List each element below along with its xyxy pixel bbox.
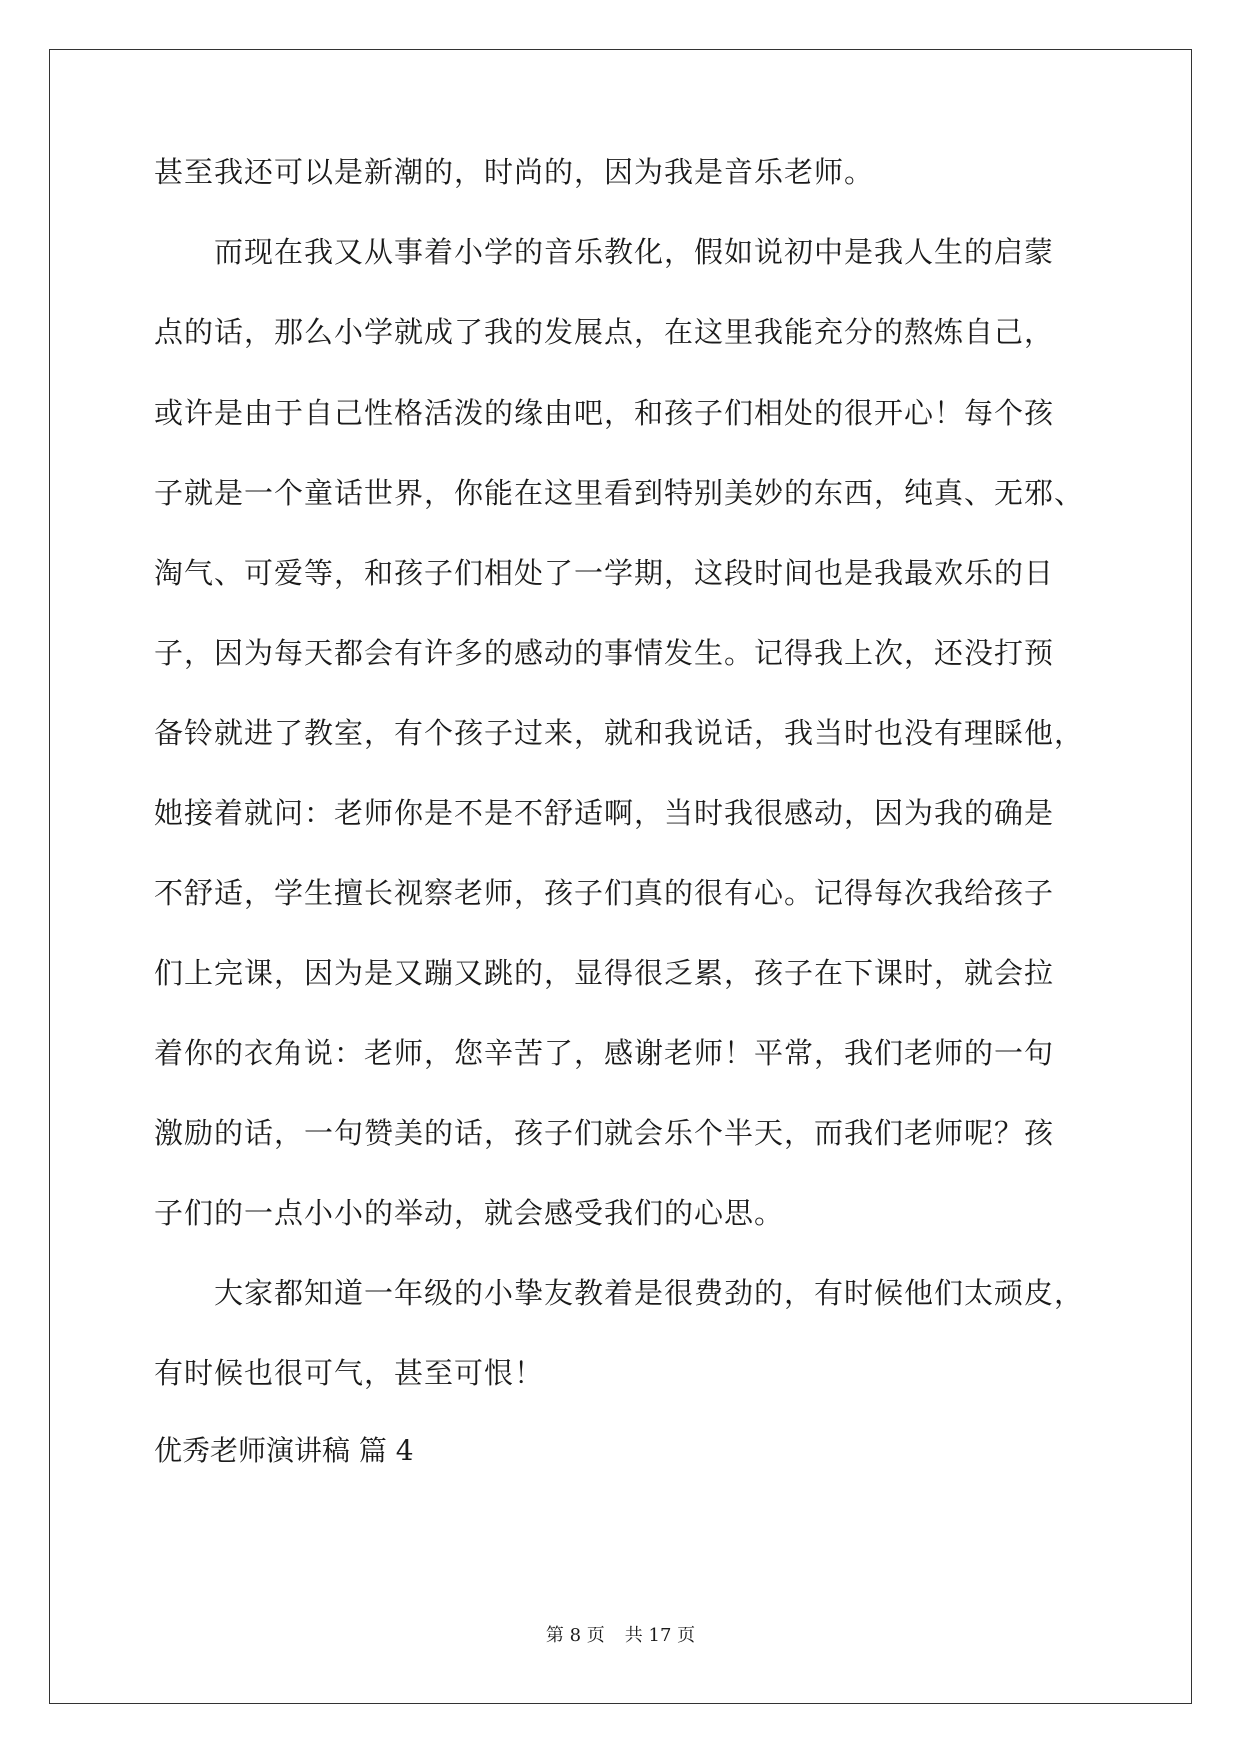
section-heading: 优秀老师演讲稿 篇 4 — [154, 1434, 414, 1467]
paragraph-line: 有时候也很可气，甚至可恨！ — [154, 1356, 545, 1390]
paragraph-line: 们上完课，因为是又蹦又跳的，显得很乏累，孩子在下课时，就会拉 — [154, 956, 1055, 990]
paragraph-line: 子们的一点小小的举动，就会感受我们的心思。 — [154, 1196, 785, 1230]
paragraph-line: 不舒适，学生擅长视察老师，孩子们真的很有心。记得每次我给孩子 — [154, 876, 1055, 910]
paragraph-line: 激励的话，一句赞美的话，孩子们就会乐个半天，而我们老师呢？孩 — [154, 1116, 1055, 1150]
paragraph-line: 淘气、可爱等，和孩子们相处了一学期，这段时间也是我最欢乐的日 — [154, 556, 1055, 590]
page-total: 共 17 页 — [624, 1625, 696, 1646]
paragraph-line: 子，因为每天都会有许多的感动的事情发生。记得我上次，还没打预 — [154, 636, 1055, 670]
paragraph-line: 她接着就问：老师你是不是不舒适啊，当时我很感动，因为我的确是 — [154, 796, 1055, 830]
paragraph-line: 而现在我又从事着小学的音乐教化，假如说初中是我人生的启蒙 — [154, 235, 1055, 269]
page-footer — [0, 1624, 1241, 1648]
paragraph-line: 甚至我还可以是新潮的，时尚的，因为我是音乐老师。 — [154, 155, 875, 189]
paragraph-line: 子就是一个童话世界，你能在这里看到特别美妙的东西，纯真、无邪、 — [154, 476, 1085, 510]
paragraph-line: 大家都知道一年级的小挚友教着是很费劲的，有时候他们太顽皮， — [154, 1276, 1085, 1310]
paragraph-line: 点的话，那么小学就成了我的发展点，在这里我能充分的熬炼自己， — [154, 315, 1055, 349]
page-number: 第 8 页 — [545, 1625, 605, 1646]
paragraph-line: 着你的衣角说：老师，您辛苦了，感谢老师！平常，我们老师的一句 — [154, 1036, 1055, 1070]
paragraph-line: 备铃就进了教室，有个孩子过来，就和我说话，我当时也没有理睬他， — [154, 716, 1085, 750]
paragraph-line: 或许是由于自己性格活泼的缘由吧，和孩子们相处的很开心！每个孩 — [154, 396, 1055, 430]
